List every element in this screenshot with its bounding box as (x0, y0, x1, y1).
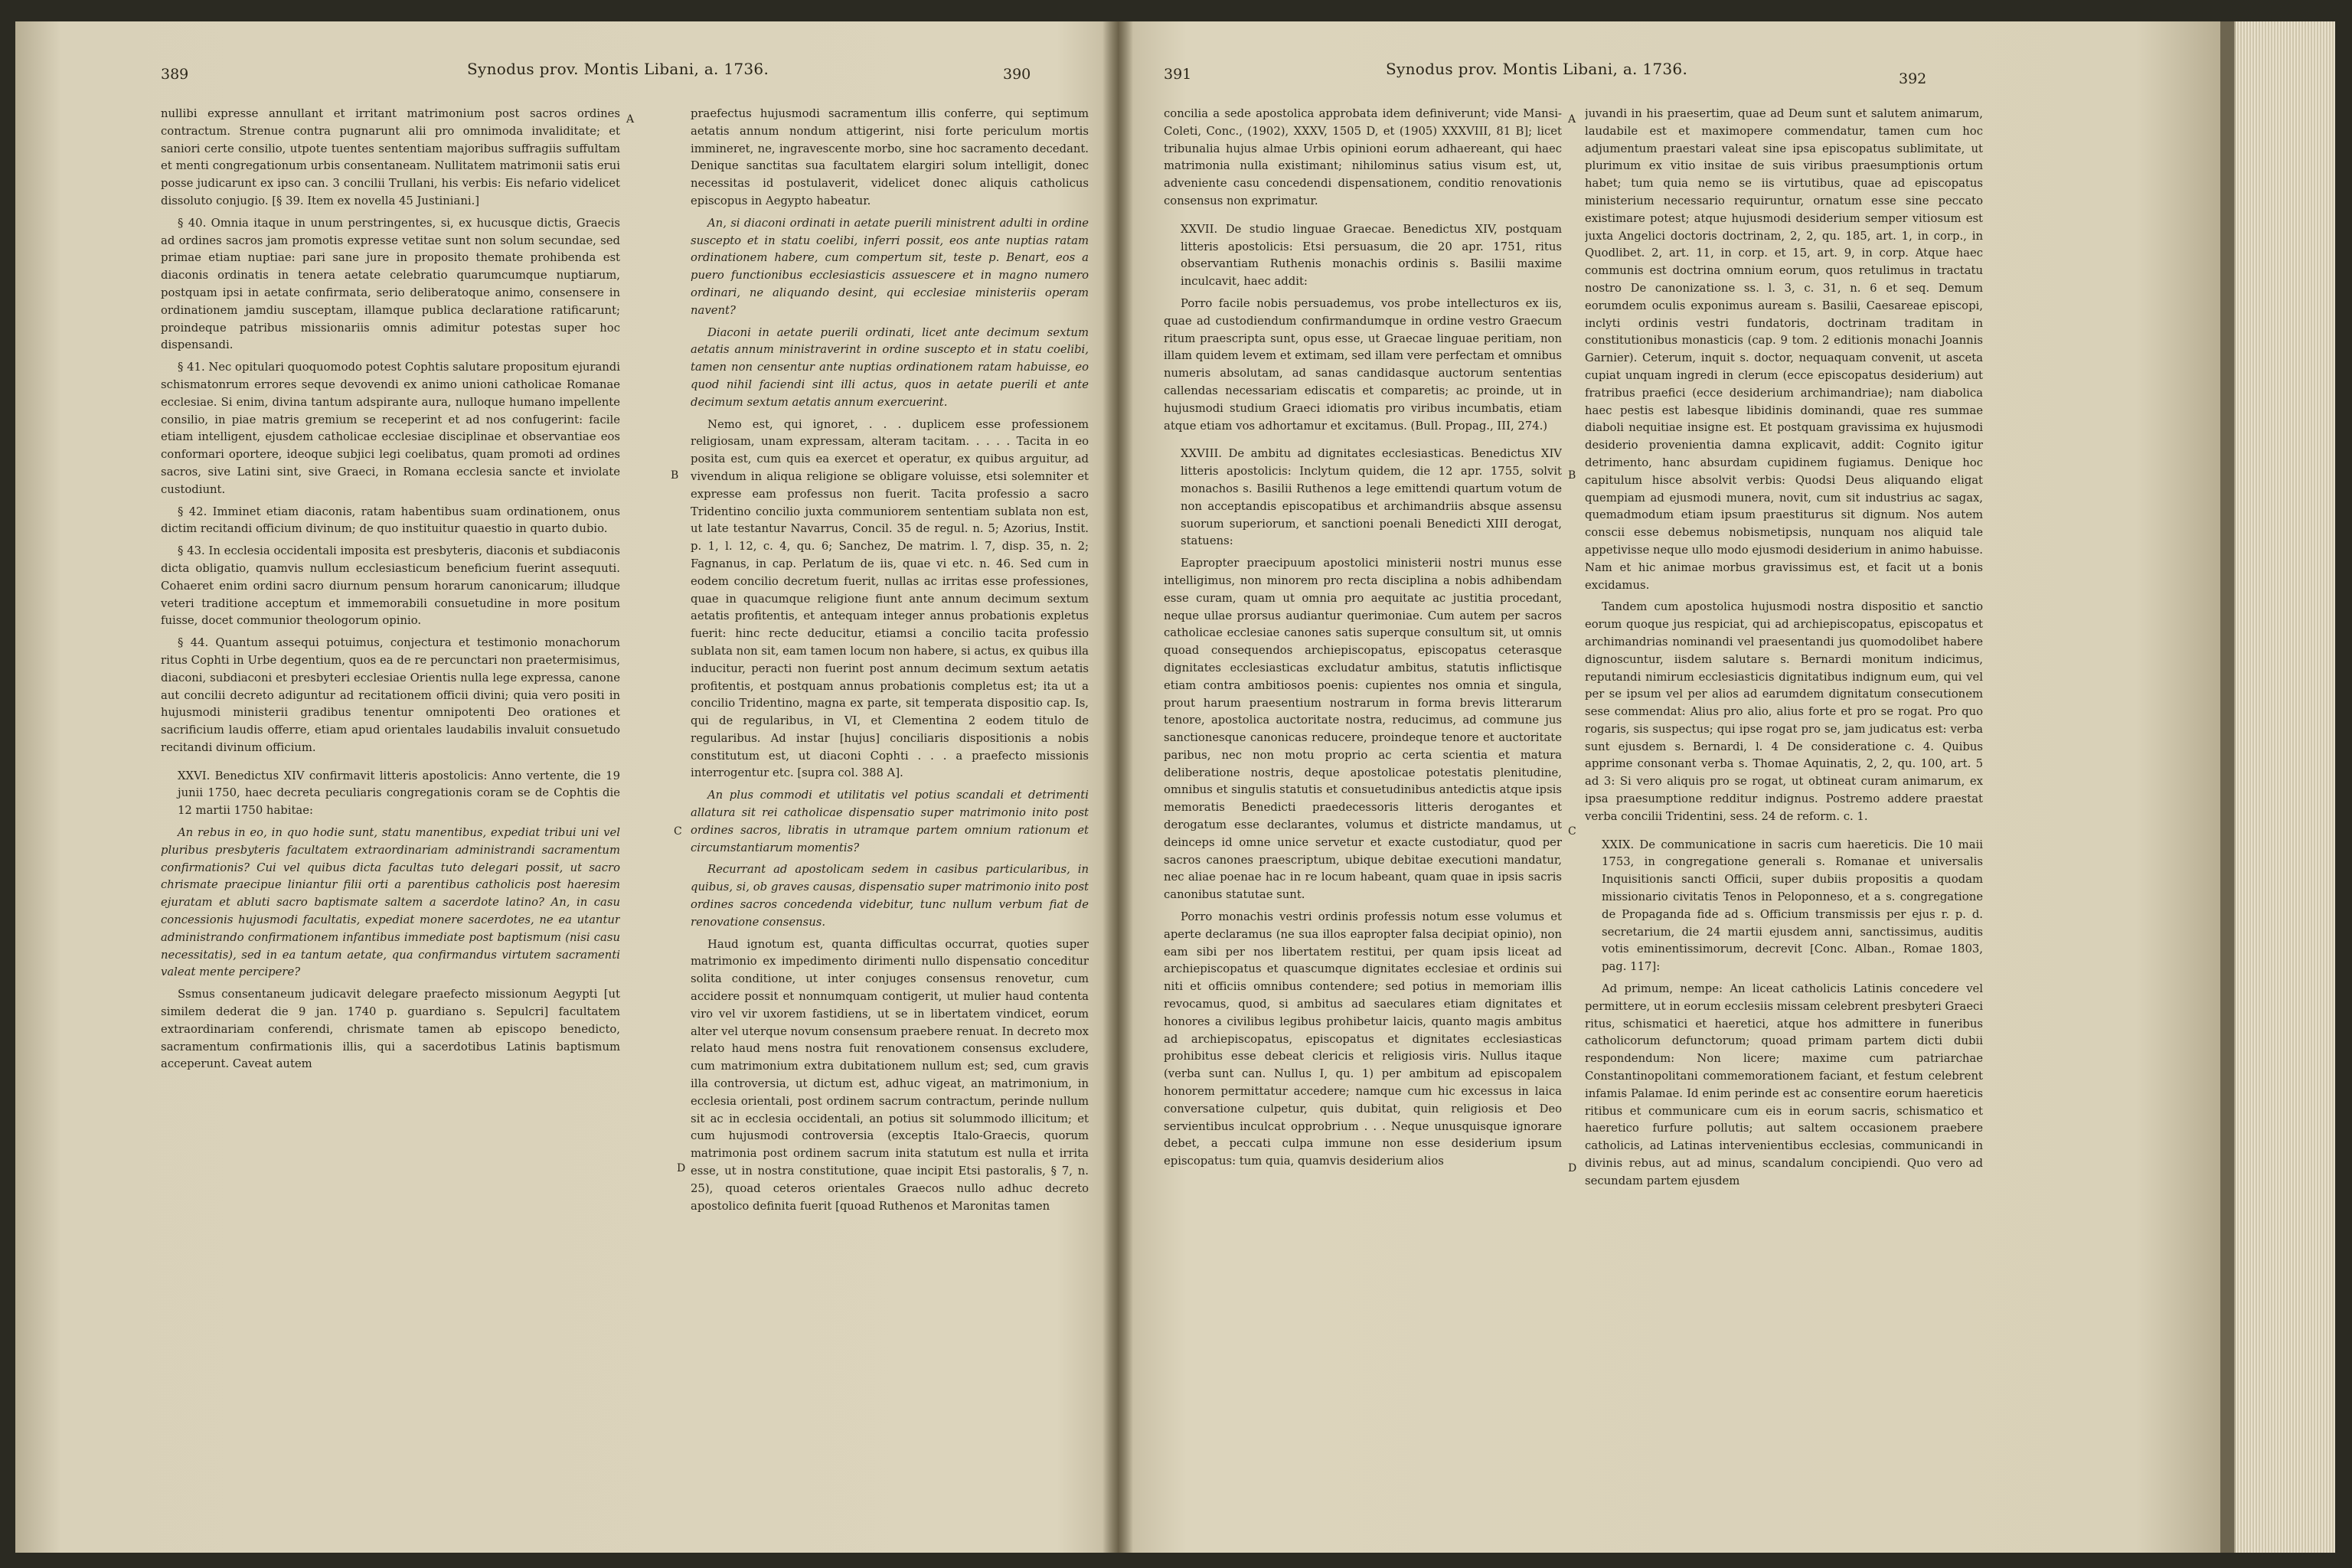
section-heading: XXIX. De communicatione in sacris cum haereticis. Die 10 maii 1753, in congregatione generali s. Romanae et universalis Inquisitionis sancti Officii, super dubiis propositis a quodam missionario civitatis Tenos in Peloponneso, et a s. congregatione de Propaganda fide ad s. Officium transmissis per ejus r. p. d. secretarium, die 24 martii ejusdem anni, sanctissimus, auditis votis eminentissimorum, decrevit [Conc. Alban., Romae 1803, pag. 117]: (1602, 838, 1983, 974)
margin-letter-b: B (1568, 469, 1576, 482)
margin-letter-d: D (1568, 1162, 1577, 1174)
paragraph: Tandem cum apostolica hujusmodi nostra dispositio et sanctio eorum quoque jus respiciat, qui ad archiepiscopatus, episcopatus et archimandrias nominandi vel praesentandi jus quomodolibet habere dignoscuntur, iisdem salutare s. Bernardi monitum indicimus, reputandi nimirum ecclesiasticis dignitatibus indignum eum, qui vel per se ipsum vel per alios ad earumdem dignitatum consecutionem sese commendat: Alius pro alio, alius forte et pro se rogat. Pro quo rogaris, sis suspectus; qui ipse rogat pro se, jam judicatus est: verba sunt ejusdem s. Bernardi, l. 4 De consideratione c. 4. Quibus apprime consonant verba s. Thomae Aquinatis, 2, 2, qu. 100, art. 5 ad 3: Si vero aliquis pro se rogat, ut obtineat curam animarum, ex ipsa praesumptione redditur indignus. Postremo addere praestat verba concilii Tridentini, sess. 24 de reform. c. 1. (1585, 600, 1983, 823)
section-heading: XXVI. Benedictus XIV confirmavit litteris apostolicis: Anno vertente, die 19 junii 1750, haec decreta peculiaris congregationis coram se de Cophtis die 12 martii 1750 habitae: (178, 769, 620, 818)
left-page (15, 21, 1118, 1553)
paragraph: Nemo est, qui ignoret, . . . duplicem esse professionem religiosam, unam expressam, alteram tacitam. . . . . Tacita in eo posita est, cum quis ea exercet et operatur, ex quibus arguitur, ad vivendum in aliqua religione se obligare voluisse, etsi solemniter et expresse eam professus non fuerit. Tacita professio a sacro Tridentino concilio juxta communiorem sententiam sublata non est, ut late testantur Navarrus, Concil. 35 de regul. n. 5; Azorius, Instit. p. 1, l. 12, c. 4, qu. 6; Sanchez, De matrim. l. 7, disp. 35, n. 2; Fagnanus, in cap. Perlatum de iis, quae vi etc. n. 46. Sed cum in eodem concilio decretum fuerit, nullas ac irritas esse professiones, quae in quacumque religione fiunt ante annum decimum sextum aetatis profitentis, et antequam integer annus probationis expletus fuerit: hinc recte deducitur, etiamsi a concilio tacita professio sublata non sit, eam tamen locum non habere, si actus, ex quibus illa inducitur, peracti non fuerint post annum decimum sextum aetatis profitentis, et postquam annus probationis completus est; ita ut a concilio Tridentino, magna ex parte, sit temperata dispositio cap. Is, qui de regularibus, in VI, et Clementina 2 eodem titulo de regularibus. Ad instar [hujus] conciliaris dispositionis a nobis constitutum est, ut diaconi Cophti . . . a praefecto missionis interrogentur etc. [supra col. 388 A]. (691, 417, 1089, 780)
paragraph: Porro facile nobis persuademus, vos probe intellecturos ex iis, quae ad custodiendum confirmandumque in ordine vestro Graecum ritum praescripta sunt, opus esse, ut Graecae linguae peritiam, non illam quidem levem et extimam, sed illam vere perfectam et omnibus numeris absolutam, ad sanas candidasque auctorum sententias callendas necessariam ediscatis et comparetis; ac proinde, ut in hujusmodi studium Graeci idiomatis pro viribus incumbatis, etiam atque etiam vos adhortamur et excitamus. (Bull. Propag., III, 274.) (1164, 296, 1562, 433)
paragraph: § 41. Nec opitulari quoquomodo potest Cophtis salutare propositum ejurandi schismatonrum errores seque devovendi ex animo unioni catholicae Romanae ecclesiae. Si enim, divina tantum adspirante aura, nulloque humano impellente consilio, in piae matris gremium se receperint et ad nos confugerint: facile etiam intelligent, ejusdem catholicae ecclesiae disciplinae et observantiae eos conformari oportere, ideoque subjici legi coelibatus, quam promoti ad ordines sacros, sive Latini sint, sive Graeci, in Romana ecclesia sancte et inviolate custodiunt. (161, 361, 620, 496)
margin-letter-c: C (674, 825, 682, 838)
column-391 (1164, 106, 1562, 1522)
page-number-392: 392 (1899, 70, 1927, 87)
paragraph: An plus commodi et utilitatis vel potius scandali et detrimenti allatura sit rei catholicae dispensatio super matrimonio inito post ordines sacros, libratis in utramque partem omnium rationum et circumstantiarum momentis? (691, 789, 1089, 854)
column-392 (1585, 106, 1983, 1522)
paragraph: Ad primum, nempe: An liceat catholicis Latinis concedere vel permittere, ut in eorum ecclesiis missam celebrent presbyteri Graeci ritus, schismatici et haeretici, atque hos admittere in funeribus catholicorum defunctorum; quoad primam partem dicti dubii respondendum: Non licere; maxime cum patriarchae Constantinopolitani commemorationem faciant, et festum celebrent infamis Palamae. Id enim perinde est ac consentire eorum haereticis ritibus et communicare cum eis in eorum sacris, schismatico et haeretico furfure pollutis; aut saltem occasionem praebere catholicis, ad Latinas intervenientibus ecclesias, communicandi in divinis rebus, aut ad minus, scandalum concipiendi. Quo vero ad secundam partem ejusdem (1585, 982, 1983, 1187)
paragraph: § 42. Imminet etiam diaconis, ratam habentibus suam ordinationem, onus dictim recitandi officium divinum; de quo instituitur quaestio in quarto dubio. (161, 505, 620, 536)
paragraph: Diaconi in aetate puerili ordinati, licet ante decimum sextum aetatis annum ministraverint in ordine suscepto et in statu coelibi, tamen non censentur ante nuptias ordinationem ratam habuisse, eo quod nihil faciendi sint illi actus, quos in aetate puerili et ante decimum sextum aetatis annum exercuerint. (691, 325, 1089, 409)
paragraph: Ssmus consentaneum judicavit delegare praefecto missionum Aegypti [ut similem dederat die 9 jan. 1740 p. guardiano s. Sepulcri] facultatem extraordinariam conferendi, chrismate tamen ab episcopo benedicto, sacramentum confirmationis illis, qui a sacerdotibus Latinis baptismum acceperunt. Caveat autem (161, 988, 620, 1071)
margin-letter-c: C (1568, 825, 1576, 838)
column-389 (161, 106, 620, 1522)
running-title-left: Synodus prov. Montis Libani, a. 1736. (467, 60, 769, 78)
paragraph: An rebus in eo, in quo hodie sunt, statu manentibus, expediat tribui uni vel pluribus presbyteris facultatem extraordinariam administrandi sacramentum confirmationis? Cui vel quibus dicta facultas tuto delegari possit, ut sacro chrismate praecipue liniantur filii orti a parentibus catholicis post haeresim ejuratam et abluti sacro baptismate saltem a sacerdote latino? An, in casu concessionis hujusmodi facultatis, expediat monere sacerdotes, ne ea utantur administrando confirmationem infantibus immediate post baptismum (nisi casu necessitatis), sed in ea tantum aetate, qua confirmandus virtutem sacramenti valeat mente percipere? (161, 826, 620, 979)
column-390 (691, 106, 1089, 1522)
paragraph: Eapropter praecipuum apostolici ministerii nostri munus esse intelligimus, non minorem pro recta disciplina a nobis adhibendam esse curam, quam ut omnia pro aequitate ac justitia procedant, neque ullae prorsus audiantur querimoniae. Cum autem per sacros catholicae ecclesiae canones satis superque consultum sit, ut omnis quoad consequendos archiepiscopatus, episcopatus ceterasque dignitates ecclesiasticas excludatur ambitus, statutis inflictisque etiam contra ambitiosos poenis: cupientes nos omnia et singula, prout harum praesentium nostrarum in forma brevis litterarum tenore, apostolica auctoritate nostra, reducimus, ad commune jus sanctionesque canonicas reducere, proindeque tenore et auctoritate paribus, nec non motu proprio ac certa scientia et matura deliberatione nostris, deque apostolicae potestatis plenitudine, omnibus et singulis statutis et consuetudinibus antedictis atque ipsis memoratis Benedicti praedecessoris litteris derogantes et derogatum esse declarantes, volumus et districte mandamus, ut deinceps id omne unice servetur et exacte custodiatur, quod per sacros canones praescriptum, ubique debitae executioni mandatur, nec aliae poenae hac in re locum habeant, quam quae in ipsis sacris canonibus statutae sunt. (1164, 557, 1562, 902)
paragraph: Porro monachis vestri ordinis professis notum esse volumus et aperte declaramus (ne sua illos eapropter falsa decipiat opinio), non eam sibi per nos libertatem restitui, per quam ipsis liceat ad archiepiscopatus et quascumque dignitates ecclesiae et ordinis sui niti et officiis omnibus contendere; sed potius in memoriam illis revocamus, quod, si ambitus ad saeculares etiam dignitates et honores a civilibus legibus prohibetur laicis, quanto magis ambitus ad archiepiscopatus, episcopatus et dignitates ecclesiasticas prohibitus esse debeat clericis et religiosis viris. Nullus itaque (verba sunt can. Nullus I, qu. 1) per ambitum ad episcopalem honorem permittatur accedere; namque cum hic excessus in laica conversatione culpetur, quis dubitat, quin religiosis et Deo servientibus inculcat opprobrium . . . Neque unusquisque ignorare debet, a peccati culpa immune non esse desiderium ipsum episcopatus: tum quia, quamvis desiderium alios (1164, 910, 1562, 1168)
right-page (1118, 21, 2220, 1553)
paragraph: praefectus hujusmodi sacramentum illis conferre, qui septimum aetatis annum nondum attigerint, nisi forte periculum mortis immineret, ne, ingravescente morbo, sine hoc sacramento decedant. Denique sanctitas sua facultatem elargiri solum intelligit, donec necessitas id postulaverit, videlicet donec aliquis catholicus episcopus in Aegypto habeatur. (691, 107, 1089, 207)
paragraph: Recurrant ad apostolicam sedem in casibus particularibus, in quibus, si, ob graves causas, dispensatio super matrimonio inito post ordines sacros concedenda videbitur, tunc nullum verbum fiat de renovatione consensus. (691, 863, 1089, 929)
book-gutter (1102, 21, 1133, 1553)
section-heading: XXVIII. De ambitu ad dignitates ecclesiasticas. Benedictus XIV litteris apostolicis: Inclytum quidem, die 12 apr. 1755, solvit monachos s. Basilii Ruthenos a lege emittendi quartum votum de non acceptandis episcopatibus et archimandriis absque assensu suorum superiorum, et sanctioni poenali Benedicti XIII derogat, statuens: (1181, 447, 1562, 548)
paragraph: Haud ignotum est, quanta difficultas occurrat, quoties super matrimonio ex impedimento dirimenti nullo dispensatio conceditur solita conditione, ut inter conjuges consensus renovetur, cum accidere possit et nonnumquam contigerit, ut mulier haud contenta viro vel vir uxorem fastidiens, ut se in libertatem vindicet, eorum alter vel uterque novum consensum praebere renuat. In decreto mox relato haud mens nostra fuit renovationem consensus excludere, cum matrimonium extra dubitationem nullum est; sed, cum gravis illa controversia, ut dictum est, adhuc vigeat, an matrimonium, in ecclesia orientali, post ordinem sacrum contractum, perinde nullum sit ac in ecclesia occidentali, an potius sit solummodo illicitum; et cum hujusmodi controversia (exceptis Italo-Graecis, quorum matrimonia post ordinem sacrum inita statutum est nulla et irrita esse, ut in nostra constitutione, quae incipit Etsi pastoralis, § 7, n. 25), quoad ceteros orientales Graecos nullo adhuc decreto apostolico definita fuerit [quoad Ruthenos et Maronitas tamen (691, 937, 1089, 1213)
paragraph: An, si diaconi ordinati in aetate puerili ministrent adulti in ordine suscepto et in statu coelibi, inferri possit, eos ante nuptias ratam ordinationem habere, cum compertum sit, teste p. Benart, eos a puero functionibus ecclesiasticis assuescere et in magno numero ordinari, ne aliquando desint, qui ecclesiae ministeriis operam navent? (691, 216, 1089, 317)
margin-letter-b: B (671, 469, 679, 482)
page-number-390: 390 (1003, 66, 1031, 83)
page-number-391: 391 (1164, 66, 1192, 83)
paragraph: § 44. Quantum assequi potuimus, conjectura et testimonio monachorum ritus Cophti in Urbe degentium, quos ea de re percunctari non praetermisimus, diaconi, subdiaconi et presbyteri ecclesiae Orientis nulla lege expressa, canone aut concilii decreto adiguntur ad recitationem officii divini; quia vero positi in hujusmodi ministerii gradibus tenentur omnipotenti Deo orationes et sacrificium laudis offerre, etiam apud orientales laudabilis invaluit consuetudo recitandi divinum officium. (161, 636, 620, 754)
margin-letter-a: A (626, 113, 635, 126)
page-edges (2234, 21, 2335, 1553)
margin-letter-a: A (1568, 113, 1576, 126)
margin-letter-d: D (677, 1162, 686, 1174)
paragraph: § 43. In ecclesia occidentali imposita est presbyteris, diaconis et subdiaconis dicta obligatio, quamvis nullum ecclesiasticum beneficium fuerint assequuti. Cohaeret enim ordini sacro diurnum pensum horarum canonicarum; illudque veteri traditione acceptum et immemorabili consuetudine in more positum fuisse, docet communior theologorum opinio. (161, 544, 620, 628)
paragraph: concilia a sede apostolica approbata idem definiverunt; vide Mansi-Coleti, Conc., (1902), XXXV, 1505 D, et (1905) XXXVIII, 81 B]; licet tribunalia hujus almae Urbis opinioni eorum adhaereant, qui haec matrimonia nulla existimant; nihilominus satius visum est, ut, adveniente casu concedendi dispensationem, conditio renovationis consensus non exprimatur. (1164, 107, 1562, 207)
paragraph: § 40. Omnia itaque in unum perstringentes, si, ex hucusque dictis, Graecis ad ordines sacros jam promotis expresse vetitae sunt non solum secundae, sed primae etiam nuptiae: pari sane jure in proposito themate prohibenda est diaconis ordinatis in tenera aetate celebratio quarumcumque nuptiarum, postquam ipsi in aetate confirmata, serio deliberatoque animo, consensere in ordinationem jamdiu susceptam, illamque publica declaratione ratificarunt; proindeque patribus missionariis omnis adimitur potestas super hoc dispensandi. (161, 216, 620, 352)
open-book (15, 21, 2335, 1553)
paragraph: juvandi in his praesertim, quae ad Deum sunt et salutem animarum, laudabile est et maximopere commendatur, tamen cum hoc adjumentum praestari valeat sine ipsa episcopatus sublimitate, ut plurimum ex vitio insitae de suis viribus praesumptionis ortum habet; tum quia nemo se iis virtutibus, quae ad episcopatus ministerium necessario requiruntur, ornatum esse sine peccato existimare potest; atque hujusmodi desiderium semper vitiosum est juxta Angelici doctoris doctrinam, 2, 2, qu. 185, art. 1, in corp., in Quodlibet. 2, art. 11, in corp. et 15, art. 9, in corp. Atque haec communis est doctrina omnium eorum, quos retulimus in tractatu nostro De canonizatione ss. l. 3, c. 31, n. 6 et seq. Demum eorumdem oculis exponimus auream s. Basilii, Caesareae episcopi, inclyti ordinis vestri fundatoris, doctrinam traditam in constitutionibus monasticis (cap. 9 tom. 2 editionis monachi Joannis Garnier). Ceterum, inquit s. doctor, nequaquam convenit, ut asceta cupiat unquam ingredi in clerum (ecce episcopatus desiderium) aut fratribus praefici (ecce desiderium archimandriae); nam diabolica haec pestis est labesque libidinis dominandi, quae res summae diaboli nequitiae insigne est. Et postquam gravissima ex hujusmodi desiderio provenientia damna explicavit, addit: Cognito igitur detrimento, hanc absurdam cupidinem fugiamus. Denique hoc capitulum hisce absolvit verbis: Quodsi Deus aliquando eligat quempiam ad ejusmodi munera, novit, cum sit industrius ac sagax, quemadmodum etiam ipsum praestiturus sit dignum. Nos autem conscii esse debemus nobismetipsis, nunquam nos aliquid tale appetivisse neque ullo modo ejusmodi desiderium in animo habuisse. Nam et hic animae morbus gravissimus est, et facit ut a bonis excidamus. (1585, 107, 1983, 592)
running-title-right: Synodus prov. Montis Libani, a. 1736. (1386, 60, 1688, 78)
page-number-389: 389 (161, 66, 189, 83)
section-heading: XXVII. De studio linguae Graecae. Benedictus XIV, postquam litteris apostolicis: Etsi persuasum, die 20 apr. 1751, ritus observantiam Ruthenis monachis ordinis s. Basilii maxime inculcavit, haec addit: (1181, 222, 1562, 289)
paragraph: nullibi expresse annullant et irritant matrimonium post sacros ordines contractum. Strenue contra pugnarunt alii pro omnimoda invaliditate; et saniori certe consilio, utpote tuentes sententiam majoribus suffragiis suffultam et menti congregationum urbis consentaneam. Nullitatem matrimonii satis erui posse judicarunt ex ipso can. 3 concilii Trullani, his verbis: Eis nefario videlicet dissoluto conjugio. [§ 39. Item ex novella 45 Justiniani.] (161, 107, 620, 207)
